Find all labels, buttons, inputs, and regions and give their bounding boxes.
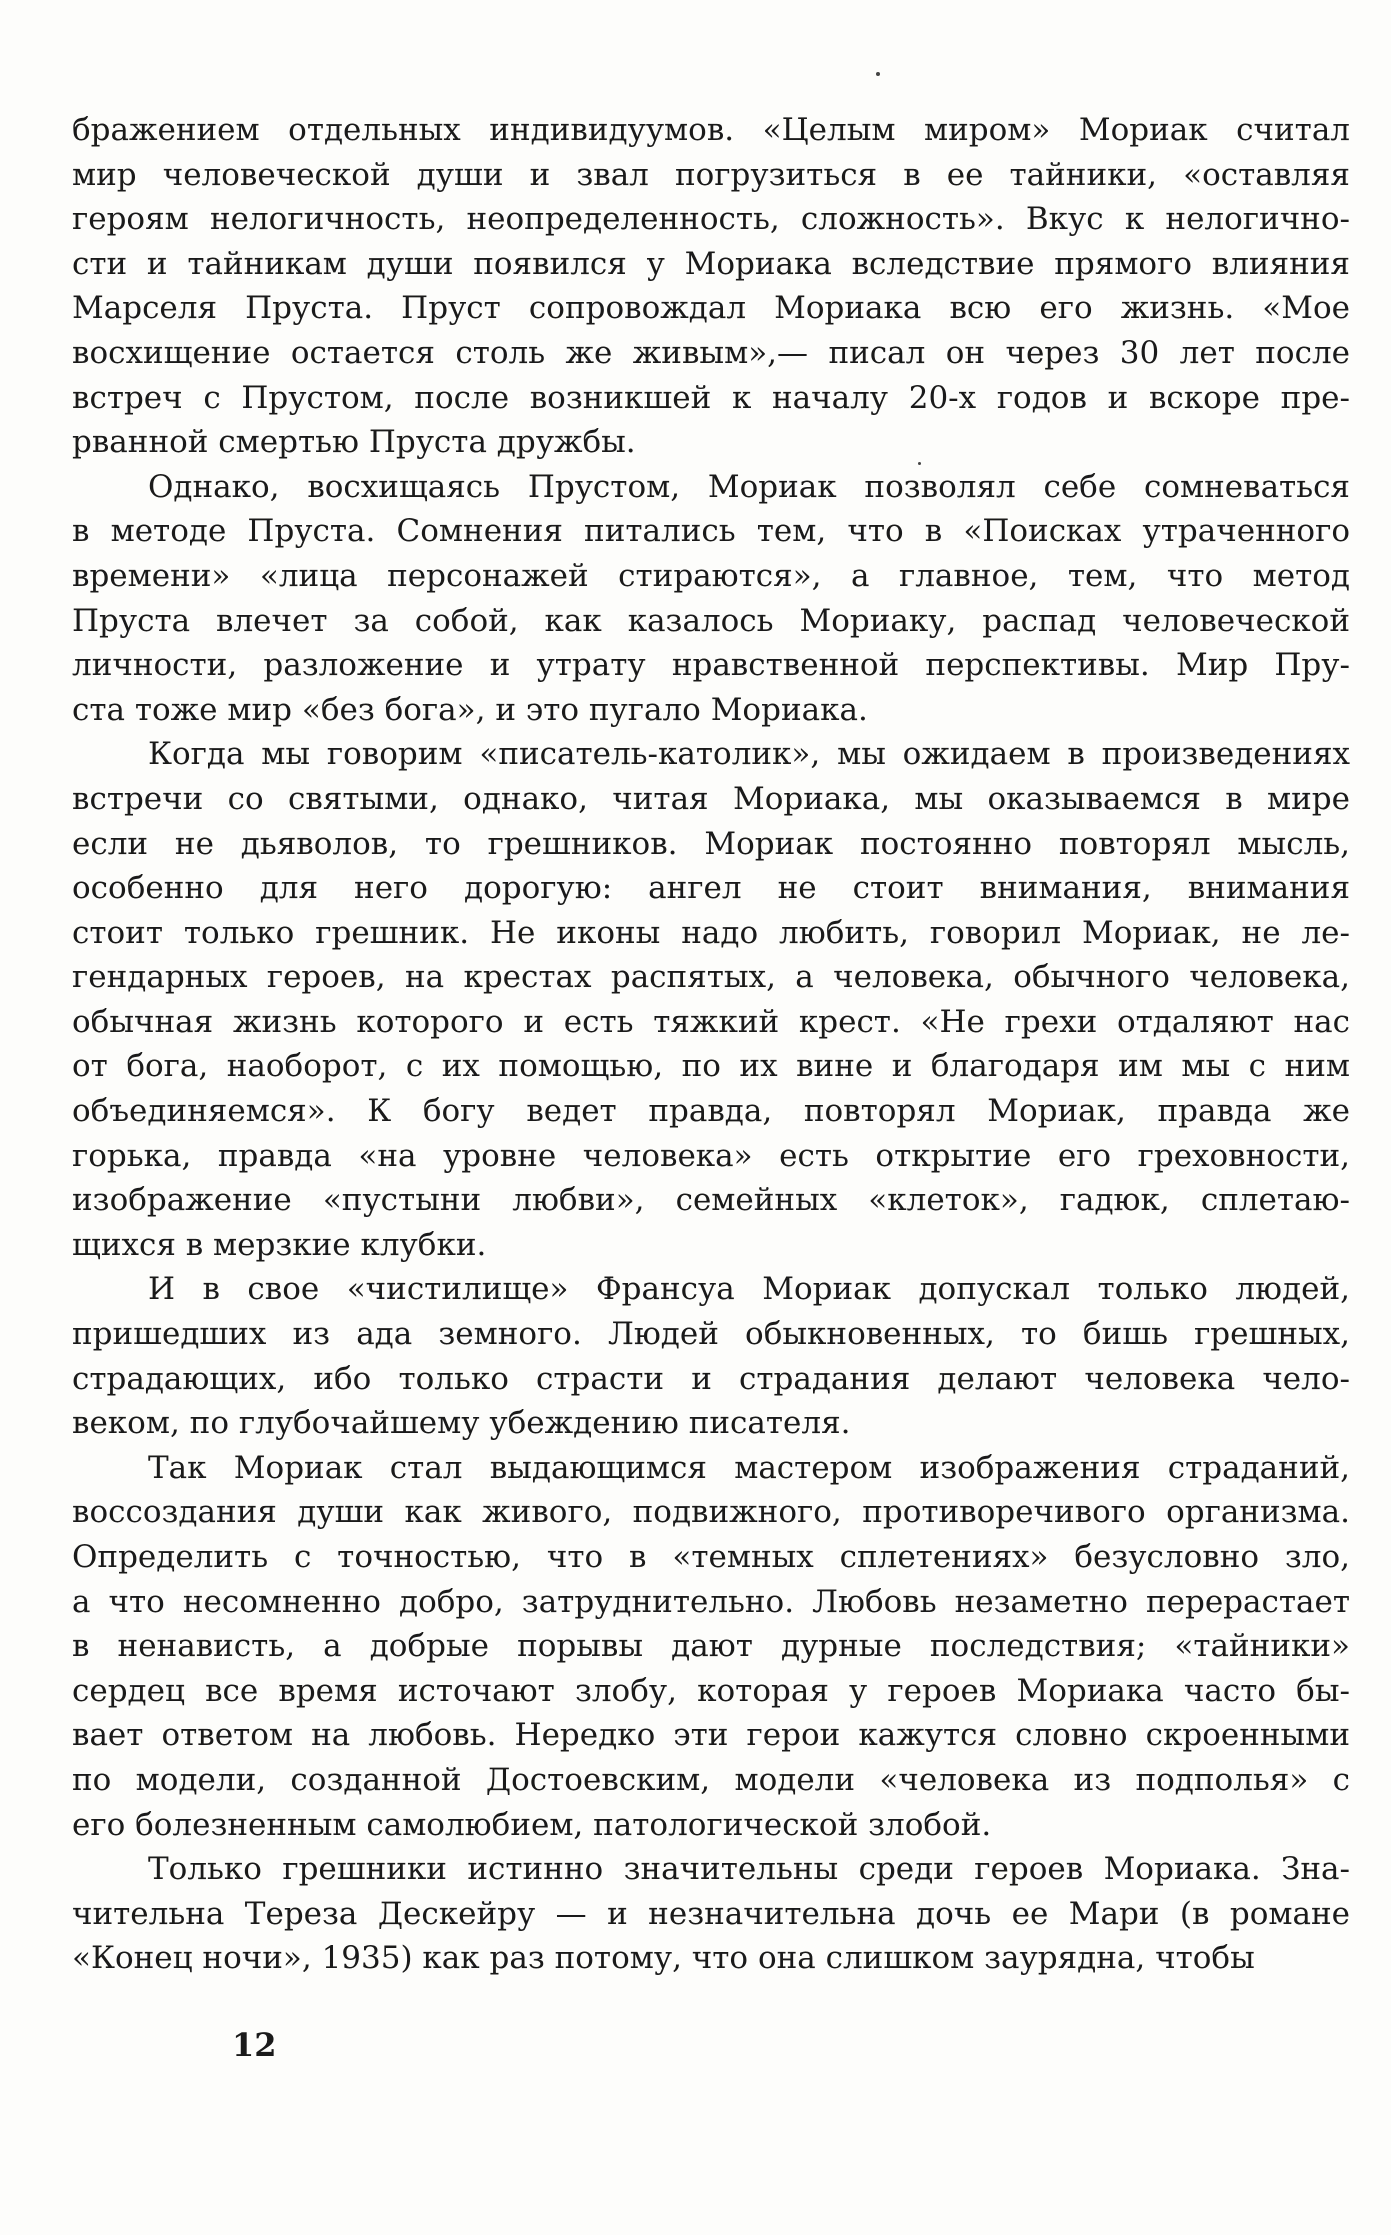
text-line: изображение «пустыни любви», семейных «клеток», гадюк, сплетаю- [72,1182,1350,1219]
text-line: встреч с Прустом, после возникшей к началу 20-х годов и вскоре пре- [72,379,1350,416]
text-line: бражением отдельных индивидуумов. «Целым миром» Мориак считал [72,112,1350,148]
text-line: пришедших из ада земного. Людей обыкновенных, то бишь грешных, [72,1316,1350,1353]
text-line: Так Мориак стал выдающимся мастером изображения страданий, [148,1449,1350,1486]
body-text [72,108,1350,1981]
page-number: 12 [232,2026,277,2064]
text-line: вает ответом на любовь. Нередко эти герои кажутся словно скроенными [72,1717,1350,1754]
text-line: «Конец ночи», 1935) как раз потому, что она слишком заурядна, чтобы [72,1940,1255,1977]
text-line: по модели, созданной Достоевским, модели «человека из подполья» с [72,1761,1350,1798]
text-line: а что несомненно добро, затруднительно. Любовь незаметно перерастает [72,1583,1350,1620]
paragraph [72,465,1350,733]
text-line: его болезненным самолюбием, патологической злобой. [72,1806,992,1843]
print-speck [876,72,880,76]
text-line: мир человеческой души и звал погрузиться в ее тайники, «оставляя [72,156,1350,193]
text-line: обычная жизнь которого и есть тяжкий крест. «Не грехи отдаляют нас [72,1003,1350,1040]
text-line: Только грешники истинно значительны среди героев Мориака. Зна- [148,1851,1350,1888]
text-line: в методе Пруста. Сомнения питались тем, что в «Поисках утраченного [72,513,1350,550]
text-line: Однако, восхищаясь Прустом, Мориак позволял себе сомневаться [148,468,1350,505]
text-line: времени» «лица персонажей стираются», а главное, тем, что метод [72,557,1350,594]
text-line: горька, правда «на уровне человека» есть открытие его греховности, [72,1137,1350,1174]
text-line: объединяемся». К богу ведет правда, повторял Мориак, правда же [72,1093,1350,1130]
text-line: воссоздания души как живого, подвижного, противоречивого организма. [72,1494,1350,1531]
text-line: если не дьяволов, то грешников. Мориак постоянно повторял мысль, [72,825,1350,862]
paragraph [72,1446,1350,1847]
paragraph [72,1267,1350,1445]
paragraph [72,1847,1350,1981]
text-line: героям нелогичность, неопределенность, сложность». Вкус к нелогично- [72,201,1350,238]
text-line: личности, разложение и утрату нравственной перспективы. Мир Пру- [72,647,1350,684]
text-line: веком, по глубочайшему убеждению писателя. [72,1405,851,1442]
text-line: щихся в мерзкие клубки. [72,1226,487,1263]
text-line: сердец все время источают злобу, которая у героев Мориака часто бы- [72,1672,1350,1709]
text-line: Марселя Пруста. Пруст сопровождал Мориака всю его жизнь. «Мое [72,290,1350,327]
text-line: Пруста влечет за собой, как казалось Мориаку, распад человеческой [72,602,1350,639]
text-line: особенно для него дорогую: ангел не стоит внимания, внимания [72,870,1350,907]
text-line: Определить с точностью, что в «темных сплетениях» безусловно зло, [72,1539,1350,1575]
text-line: ста тоже мир «без бога», и это пугало Мориака. [72,691,868,728]
text-line: рванной смертью Пруста дружбы. [72,424,636,461]
text-line: И в свое «чистилище» Франсуа Мориак допускал только людей, [148,1271,1350,1308]
text-line: в ненависть, а добрые порывы дают дурные последствия; «тайники» [72,1628,1350,1665]
text-line: восхищение остается столь же живым»,— писал он через 30 лет после [72,334,1350,371]
text-line: чительна Тереза Дескейру — и незначительна дочь ее Мари (в романе [72,1895,1350,1932]
text-line: сти и тайникам души появился у Мориака вследствие прямого влияния [72,245,1350,282]
text-line: страдающих, ибо только страсти и страдания делают человека чело- [72,1360,1350,1397]
text-line: стоит только грешник. Не иконы надо любить, говорил Мориак, не ле- [72,914,1350,951]
text-line: от бога, наоборот, с их помощью, по их вине и благодаря им мы с ним [72,1048,1350,1085]
text-line: гендарных героев, на крестах распятых, а человека, обычного человека, [72,959,1350,996]
paragraph [72,732,1350,1267]
text-line: встречи со святыми, однако, читая Мориака, мы оказываемся в мире [72,780,1350,817]
text-line: Когда мы говорим «писатель-католик», мы ожидаем в произведениях [148,736,1350,773]
paragraph [72,108,1350,465]
